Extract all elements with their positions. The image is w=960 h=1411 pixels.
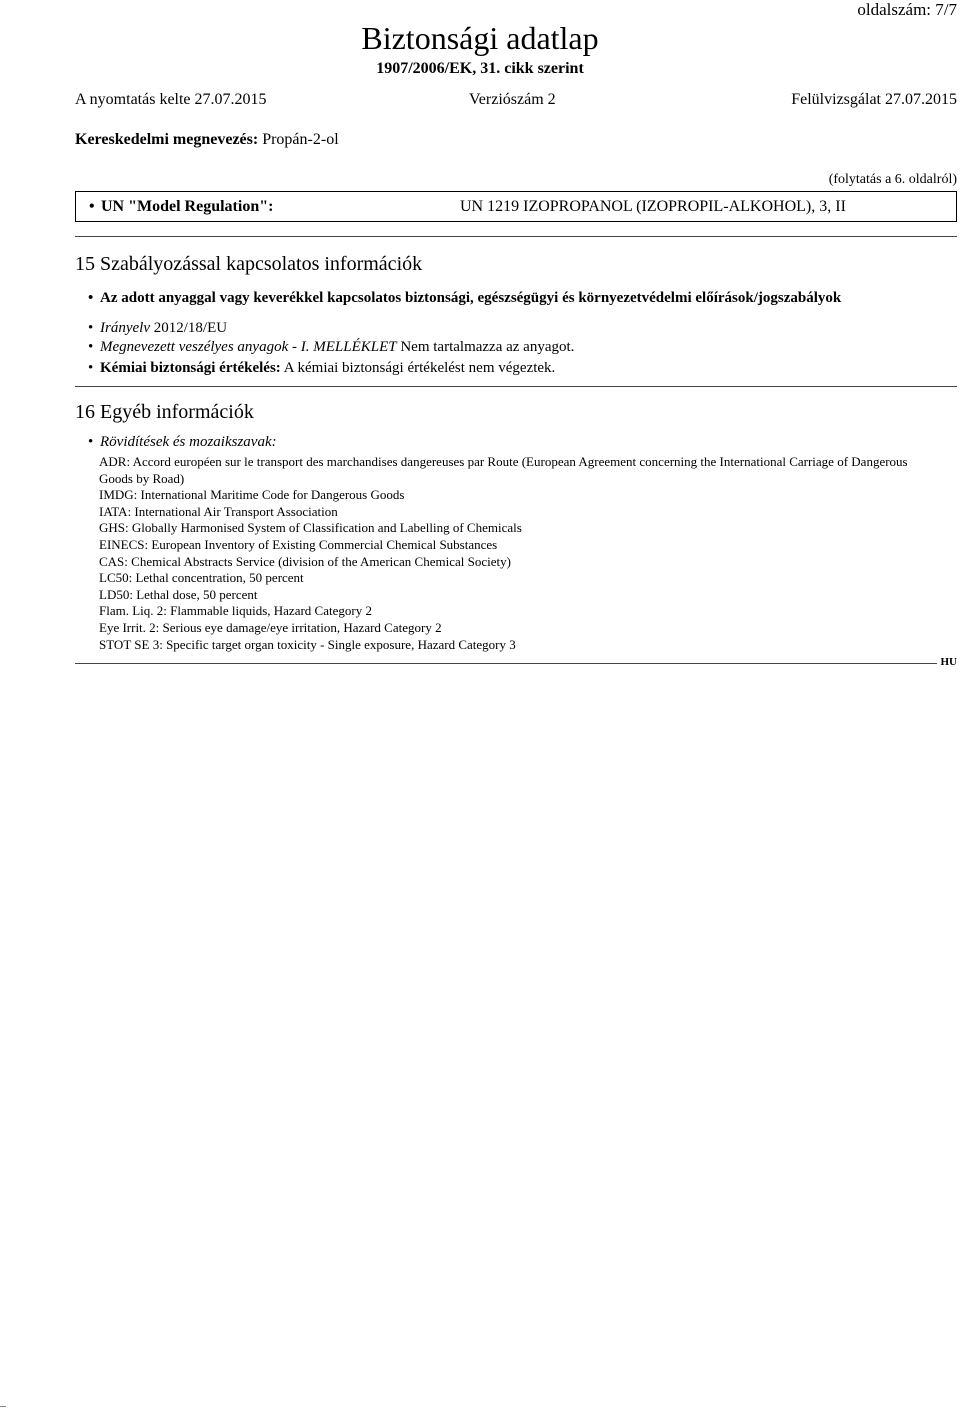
un-model-value: UN 1219 IZOPROPANOL (IZOPROPIL-ALKOHOL), 3, II xyxy=(460,198,846,215)
chem-safety-value: A kémiai biztonsági értékelést nem végeztek. xyxy=(283,360,556,376)
bullet-icon: • xyxy=(88,434,94,450)
bullet-icon: • xyxy=(88,320,94,336)
abbreviation-item: Eye Irrit. 2: Serious eye damage/eye irritation, Hazard Category 2 xyxy=(99,619,442,635)
version-number: Verziószám 2 xyxy=(469,91,556,108)
abbreviation-item: IATA: International Air Transport Association xyxy=(99,503,338,519)
named-substances-label: Megnevezett veszélyes anyagok - I. MELLÉKLET xyxy=(100,339,397,355)
abbreviations-heading xyxy=(88,433,277,452)
bullet-icon: • xyxy=(89,198,95,215)
bullet-icon: • xyxy=(88,339,94,355)
un-model-label xyxy=(89,198,273,216)
un-model-regulation-box xyxy=(75,191,957,222)
regulations-heading-text: Az adott anyaggal vagy keverékkel kapcsolatos biztonsági, egészségügyi és környezetvédelmi előírások/jogszabályok xyxy=(100,290,842,306)
abbreviation-item: Flam. Liq. 2: Flammable liquids, Hazard Category 2 xyxy=(99,603,372,619)
abbreviation-item: STOT SE 3: Specific target organ toxicity - Single exposure, Hazard Category 3 xyxy=(99,636,516,652)
abbreviation-item: EINECS: European Inventory of Existing Commercial Chemical Substances xyxy=(99,536,498,552)
abbreviation-item: LC50: Lethal concentration, 50 percent xyxy=(99,570,304,586)
page-number: oldalszám: 7/7 xyxy=(857,0,957,19)
section-divider xyxy=(75,386,957,387)
corner-mark xyxy=(0,1406,6,1407)
section-divider xyxy=(75,236,957,237)
abbreviations-list xyxy=(99,454,919,653)
abbreviation-item: LD50: Lethal dose, 50 percent xyxy=(99,586,258,602)
revision-date: Felülvizsgálat 27.07.2015 xyxy=(791,91,957,108)
named-substances-value: Nem tartalmazza az anyagot. xyxy=(400,339,575,355)
abbreviation-item: IMDG: International Maritime Code for Dangerous Goods xyxy=(99,487,405,503)
directive-line xyxy=(88,319,227,338)
document-subtitle: 1907/2006/EK, 31. cikk szerint xyxy=(376,60,584,77)
trade-name xyxy=(75,130,339,150)
directive-value: 2012/18/EU xyxy=(153,320,228,336)
print-date: A nyomtatás kelte 27.07.2015 xyxy=(75,91,267,108)
named-substances-line xyxy=(88,338,574,357)
continuation-note: (folytatás a 6. oldalról) xyxy=(828,172,957,187)
chem-safety-line xyxy=(88,359,555,378)
abbreviations-heading-text: Rövidítések és mozaikszavak: xyxy=(100,434,277,450)
abbreviation-item: ADR: Accord européen sur le transport des marchandises dangereuses par Route (European Agreement concerning the International Carriage of Dangerous Goods by Road) xyxy=(99,454,908,486)
regulations-heading xyxy=(88,289,841,308)
abbreviation-item: GHS: Globally Harmonised System of Classification and Labelling of Chemicals xyxy=(99,520,522,536)
bullet-icon: • xyxy=(88,360,94,376)
abbreviation-item: CAS: Chemical Abstracts Service (division of the American Chemical Society) xyxy=(99,553,511,569)
section-16-heading: 16 Egyéb információk xyxy=(75,401,254,423)
footer-divider xyxy=(75,663,937,664)
language-code: HU xyxy=(940,656,957,668)
section-15-heading: 15 Szabályozással kapcsolatos információk xyxy=(75,253,423,275)
bullet-icon: • xyxy=(88,290,94,306)
un-model-label-text: UN "Model Regulation": xyxy=(101,198,274,215)
trade-name-label: Kereskedelmi megnevezés: xyxy=(75,131,259,148)
directive-label: Irányelv xyxy=(100,320,150,336)
chem-safety-label: Kémiai biztonsági értékelés: xyxy=(100,360,281,376)
document-title: Biztonsági adatlap xyxy=(361,20,599,56)
trade-name-value: Propán-2-ol xyxy=(262,131,339,148)
